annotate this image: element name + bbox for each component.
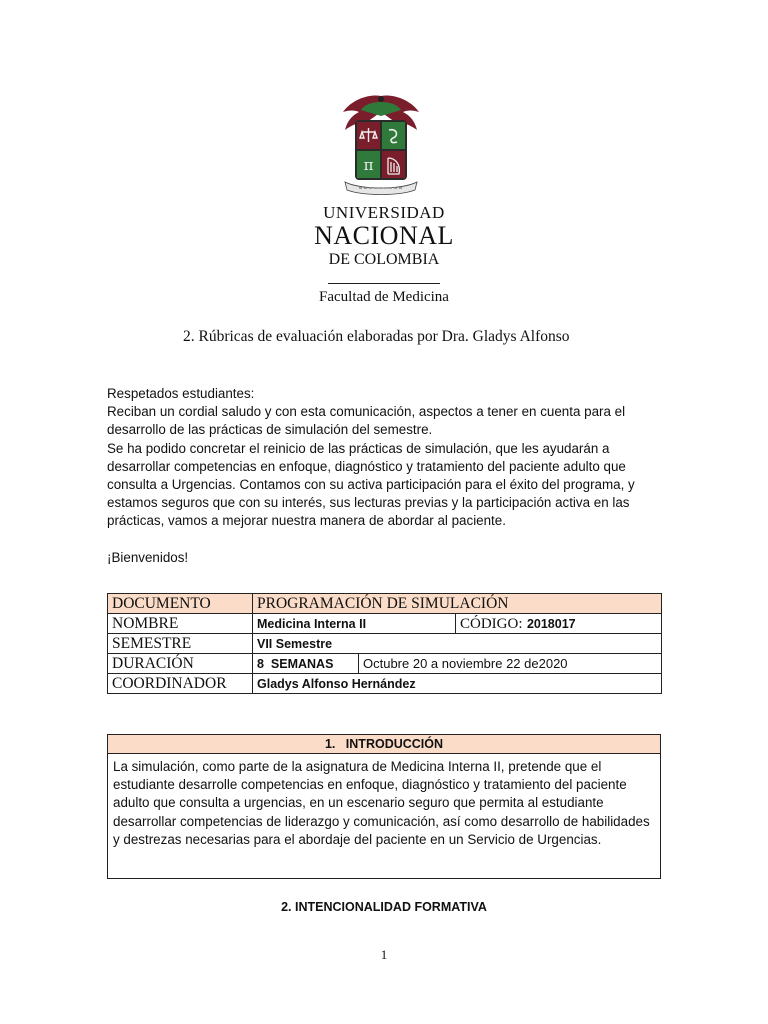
coordinador-value: Gladys Alfonso Hernández [253, 674, 662, 694]
semestre-label: SEMESTRE [108, 634, 253, 654]
faculty-name: Facultad de Medicina [319, 289, 449, 305]
table-row-documento [108, 594, 662, 614]
university-name-line2: NACIONAL [314, 221, 454, 250]
letter-greeting: Respetados estudiantes: [107, 386, 255, 401]
university-crest-icon [331, 90, 431, 200]
table-row-coordinador [108, 674, 662, 694]
documento-value: PROGRAMACIÓN DE SIMULACIÓN [253, 594, 662, 614]
nombre-value: Medicina Interna II [253, 614, 456, 634]
codigo-value: 2018017 [526, 616, 576, 631]
letter-paragraph-1: Reciban un cordial saludo y con esta comunicación, aspectos a tener en cuenta para el desarrollo de las prácticas de simulación del semestre. [107, 404, 626, 438]
table-row-duracion [108, 654, 662, 674]
introduccion-heading: 1. INTRODUCCIÓN [108, 735, 660, 754]
duracion-dates: Octubre 20 a noviembre 22 de2020 [359, 654, 662, 674]
welcome-letter [107, 385, 667, 567]
table-row-semestre [108, 634, 662, 654]
header-divider [328, 283, 440, 284]
svg-text:π: π [363, 156, 374, 174]
page-number: 1 [380, 947, 388, 962]
duracion-label: DURACIÓN [108, 654, 253, 674]
letter-paragraph-2: Se ha podido concretar el reinicio de las prácticas de simulación, que les ayudarán a desarrollar competencias en enfoque, diagnóstico y tratamiento del paciente adulto que consulta a Urgencias. Contamos con su activa participación para el éxito del programa, y estamos seguros que con su interés, sus lecturas previas y la participación activa en las prácticas, vamos a mejorar nuestra manera de abordar al paciente. [107, 440, 635, 529]
documento-label: DOCUMENTO [108, 594, 253, 614]
university-name-line3: DE COLOMBIA [328, 251, 440, 268]
letter-welcome: ¡Bienvenidos! [107, 549, 189, 565]
document-title: 2. Rúbricas de evaluación elaboradas por Dra. Gladys Alfonso [183, 328, 570, 345]
codigo-cell [456, 614, 662, 634]
section-2-heading: 2. INTENCIONALIDAD FORMATIVA [281, 900, 487, 914]
course-info-table [107, 593, 662, 694]
university-name-line1: UNIVERSIDAD [323, 203, 445, 222]
semestre-value: VII Semestre [253, 634, 662, 654]
table-row-nombre [108, 614, 662, 634]
nombre-label: NOMBRE [108, 614, 253, 634]
introduccion-body: La simulación, como parte de la asignatura de Medicina Interna II, pretende que el estudiante desarrolle competencias en enfoque, diagnóstico y tratamiento del paciente adulto que consulta a urgencias, en un escenario seguro que permita al estudiante desarrollar competencias de liderazgo y comunicación, así como desarrollo de habilidades y destrezas necesarias para el abordaje del paciente en un Servicio de Urgencias. [113, 759, 650, 847]
codigo-label: CÓDIGO: [460, 615, 523, 632]
duracion-value: 8 SEMANAS [253, 654, 359, 674]
coordinador-label: COORDINADOR [108, 674, 253, 694]
introduccion-box [107, 734, 661, 879]
